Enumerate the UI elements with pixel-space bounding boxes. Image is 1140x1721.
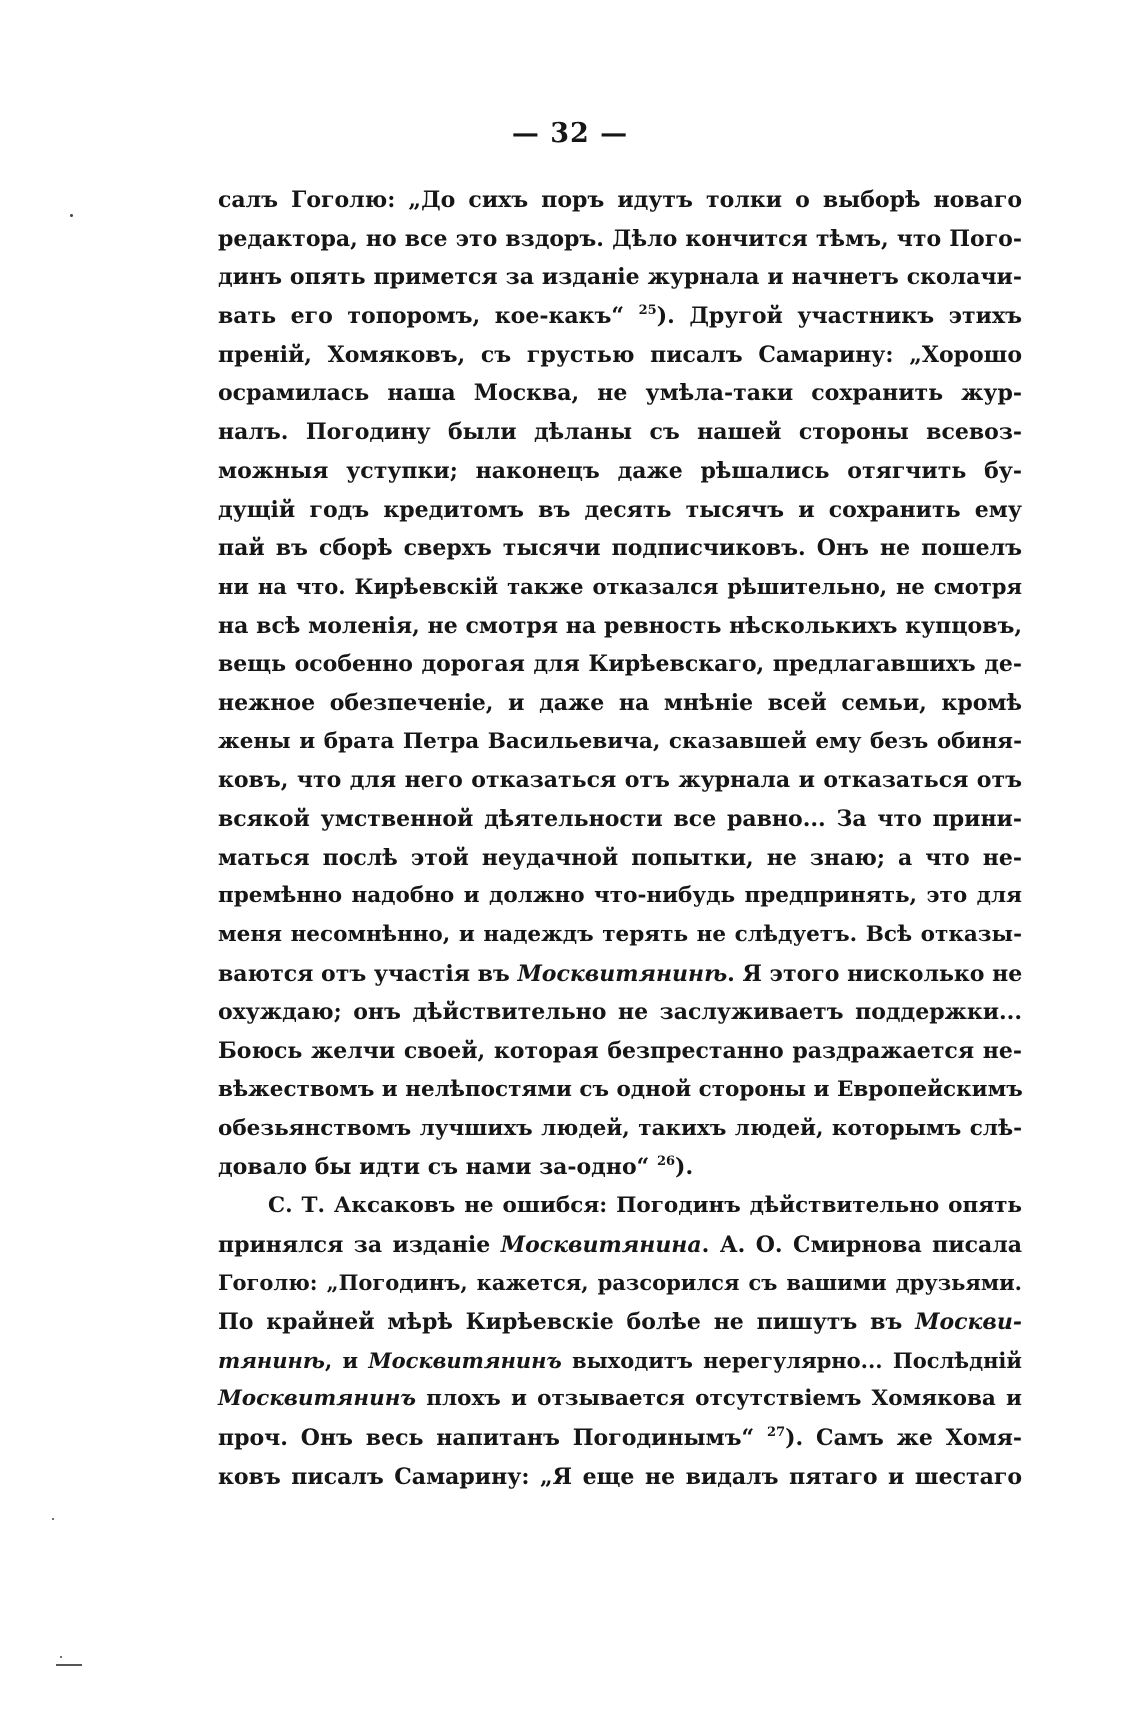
text-run: ). <box>675 1154 694 1181</box>
text-run: жены и брата Петра Васильевича, сказавшей ему безъ обиня- <box>218 728 1022 754</box>
text-line <box>218 1419 1022 1458</box>
text-run: ваются отъ участія въ <box>218 960 518 987</box>
text-line <box>218 491 1022 530</box>
text-run: обезьянствомъ лучшихъ людей, такихъ людей, которымъ слѣ- <box>218 1115 1022 1141</box>
italic-title: Москвитянинѣ <box>517 960 728 987</box>
text-run: вѣжествомъ и нелѣпостями съ одной стороны и Европейскимъ <box>218 1076 1023 1102</box>
text-line <box>218 993 1022 1032</box>
text-line <box>218 1187 1022 1226</box>
text-line <box>218 336 1022 375</box>
text-run: принялся за изданіе <box>218 1231 501 1258</box>
text-run: салъ Гоголю: „До сихъ поръ идутъ толки о выборѣ новаго <box>218 187 1022 213</box>
text-run: осрамилась наша Москва, не умѣла-таки сохранить жур- <box>218 380 1022 407</box>
text-run: С. Т. Аксаковъ не ошибся: Погодинъ дѣйствительно опять <box>268 1192 1022 1218</box>
italic-title: Москвитянинъ <box>218 1386 417 1412</box>
text-line <box>218 413 1022 452</box>
text-run: маться послѣ этой неудачной попытки, не знаю; а что не- <box>218 844 1022 871</box>
text-line <box>218 568 1022 607</box>
margin-dash-mark <box>56 1664 82 1666</box>
text-run: премѣнно надобно и должно что-нибудь предпринять, это для <box>218 883 1022 909</box>
text-run: преній, Хомяковъ, съ грустью писалъ Самарину: „Хорошо <box>218 341 1022 368</box>
italic-title: тянинѣ <box>218 1347 325 1373</box>
text-run: можныя уступки; наконецъ даже рѣшались отягчить бу- <box>218 457 1022 484</box>
text-line <box>218 1226 1022 1265</box>
text-run: Гоголю: „Погодинъ, кажется, разсорился съ вашими друзьями. <box>218 1270 1022 1296</box>
text-line <box>218 800 1022 839</box>
text-line <box>218 916 1022 955</box>
text-run: ). Самъ же Хомя- <box>785 1425 1022 1451</box>
text-run: меня несомнѣнно, и надеждъ терять не слѣдуетъ. Всѣ отказы- <box>218 922 1022 948</box>
text-line <box>218 529 1022 568</box>
text-line <box>218 684 1022 723</box>
text-run: , и <box>324 1347 369 1373</box>
text-run: Боюсь желчи своей, которая безпрестанно раздражается не- <box>218 1038 1022 1065</box>
text-run: . А. О. Смирнова писала <box>701 1231 1022 1258</box>
text-line <box>218 1342 1022 1381</box>
text-line <box>218 1458 1022 1497</box>
text-line <box>218 258 1022 297</box>
text-run: редактора, но все это вздоръ. Дѣло кончится тѣмъ, что Пого- <box>218 225 1022 252</box>
text-line <box>218 1032 1022 1071</box>
text-line <box>218 181 1022 220</box>
footnote-ref: 25 <box>638 303 657 319</box>
text-line <box>218 955 1022 994</box>
text-line <box>218 297 1022 336</box>
text-run: довало бы идти съ нами за-одно“ <box>218 1154 657 1181</box>
text-run: нежное обезпеченіе, и даже на мнѣніе всей семьи, кромѣ <box>218 689 1022 716</box>
text-line <box>218 220 1022 259</box>
text-run: охуждаю; онъ дѣйствительно не заслуживаетъ поддержки... <box>218 999 1022 1026</box>
italic-title: Москвитянинъ <box>368 1347 562 1373</box>
footnote-ref: 26 <box>656 1154 676 1170</box>
text-line <box>218 452 1022 491</box>
text-run: ковъ писалъ Самарину: „Я еще не видалъ пятаго и шестаго <box>218 1463 1022 1490</box>
text-line <box>218 1110 1022 1149</box>
italic-title: Москвитянина <box>500 1231 702 1258</box>
text-line <box>218 645 1022 684</box>
text-run: проч. Онъ весь напитанъ Погодинымъ“ <box>218 1425 768 1451</box>
text-line <box>218 1264 1022 1303</box>
text-line <box>218 1148 1022 1187</box>
text-run: ни на что. Кирѣевскій также отказался рѣшительно, не смотря <box>218 573 1022 599</box>
text-run: пай въ сборѣ сверхъ тысячи подписчиковъ. Онъ не пошелъ <box>218 535 1022 562</box>
print-speck <box>60 1656 62 1658</box>
print-speck <box>52 1518 54 1520</box>
text-run: вещь особенно дорогая для Кирѣевскаго, предлагавшихъ де- <box>218 651 1022 678</box>
text-run: вать его топоромъ, кое-какъ“ <box>218 303 639 330</box>
text-line <box>218 1380 1022 1419</box>
text-line <box>218 877 1022 916</box>
text-run: . Я этого нисколько не <box>727 960 1023 987</box>
italic-title: Москви- <box>915 1308 1022 1335</box>
text-run: ). Другой участникъ этихъ <box>656 303 1022 330</box>
text-run: выходитъ нерегулярно... Послѣдній <box>561 1347 1022 1373</box>
footnote-ref: 27 <box>767 1425 786 1440</box>
text-run: динъ опять примется за изданіе журнала и начнетъ сколачи- <box>218 264 1022 291</box>
text-run: на всѣ моленія, не смотря на ревность нѣсколькихъ купцовъ, <box>218 612 1022 639</box>
text-run: По крайней мѣрѣ Кирѣевскіе болѣе не пишутъ въ <box>218 1308 916 1335</box>
print-speck <box>70 214 73 217</box>
text-line <box>218 1071 1022 1110</box>
text-line <box>218 374 1022 413</box>
body-text <box>218 181 1022 1496</box>
page-number: — 32 — <box>511 118 629 149</box>
text-line <box>218 761 1022 800</box>
text-line <box>218 607 1022 646</box>
text-line <box>218 839 1022 878</box>
text-run: ковъ, что для него отказаться отъ журнала и отказаться отъ <box>218 767 1022 794</box>
text-run: плохъ и отзывается отсутствіемъ Хомякова и <box>416 1386 1022 1412</box>
text-run: налъ. Погодину были дѣланы съ нашей стороны всевоз- <box>218 419 1022 446</box>
text-line <box>218 723 1022 762</box>
text-line <box>218 1303 1022 1342</box>
text-run: всякой умственной дѣятельности все равно... За что прини- <box>218 806 1022 832</box>
text-run: дущій годъ кредитомъ въ десять тысячъ и сохранить ему <box>218 496 1022 523</box>
